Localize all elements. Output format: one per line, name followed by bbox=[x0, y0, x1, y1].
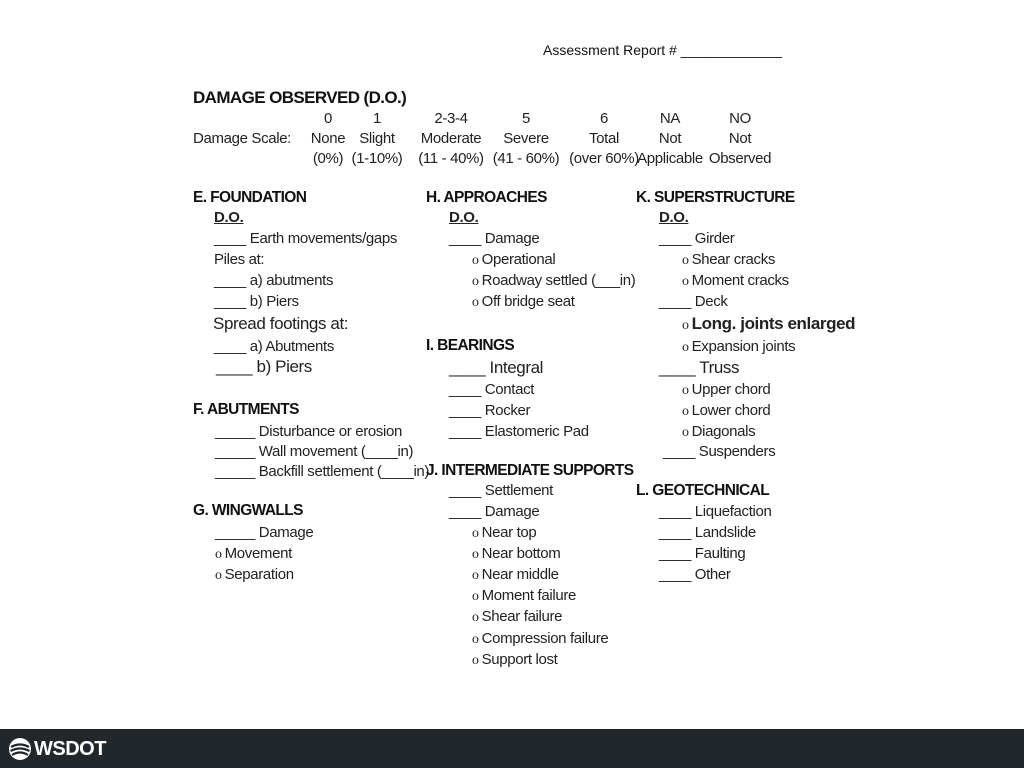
bullet-icon: o bbox=[215, 547, 222, 562]
wingwalls-title: G. WINGWALLS bbox=[193, 502, 303, 519]
scale-name: Total bbox=[589, 130, 619, 147]
approaches-title: H. APPROACHES bbox=[426, 189, 547, 206]
bullet-icon: o bbox=[682, 253, 689, 268]
bullet-icon: o bbox=[472, 253, 479, 268]
scale-range: (1-10%) bbox=[351, 150, 403, 167]
truss-sub-item bbox=[682, 423, 755, 441]
sub-item-label: Support lost bbox=[481, 651, 558, 668]
sub-item-label: Shear cracks bbox=[691, 251, 775, 268]
damage-observed-title: DAMAGE OBSERVED (D.O.) bbox=[193, 88, 407, 107]
sub-item-label: Long. joints enlarged bbox=[691, 314, 856, 333]
wsdot-logo-text: WSDOT bbox=[34, 737, 106, 760]
suspenders-item: ____ Suspenders bbox=[663, 443, 776, 460]
bearings-item: ____ Elastomeric Pad bbox=[449, 423, 589, 440]
intermediate-sub-item bbox=[472, 630, 608, 648]
scale-range: Observed bbox=[708, 150, 772, 167]
bullet-icon: o bbox=[472, 610, 479, 625]
approaches-sub-item bbox=[472, 251, 555, 269]
abutments-title: F. ABUTMENTS bbox=[193, 401, 299, 418]
geotechnical-item: ____ Other bbox=[659, 566, 731, 583]
bullet-icon: o bbox=[472, 547, 479, 562]
deck-sub-item bbox=[682, 315, 855, 334]
bearings-item: ____ Contact bbox=[449, 381, 535, 398]
sub-item-label: Near bottom bbox=[481, 545, 561, 562]
scale-col-5 bbox=[486, 110, 566, 167]
superstructure-do-label: D.O. bbox=[659, 209, 689, 226]
spread-footings-label: Spread footings at: bbox=[213, 314, 349, 333]
piles-abutments-item: ____ a) abutments bbox=[214, 272, 334, 289]
foundation-do-label: D.O. bbox=[214, 209, 244, 226]
spread-piers-item: ____ b) Piers bbox=[216, 357, 312, 376]
scale-range: Applicable bbox=[637, 150, 703, 167]
wingwall-sub-item bbox=[215, 545, 292, 563]
bullet-icon: o bbox=[682, 404, 689, 419]
sub-item-label: Upper chord bbox=[691, 381, 771, 398]
foundation-title: E. FOUNDATION bbox=[193, 189, 307, 206]
sub-item-label: Compression failure bbox=[481, 630, 609, 647]
scale-name: Not bbox=[728, 130, 752, 147]
scale-code: NO bbox=[729, 110, 751, 127]
bearings-integral-item: ____ Integral bbox=[449, 358, 544, 377]
sub-item-label: Expansion joints bbox=[691, 338, 796, 355]
intermediate-item: ____ Settlement bbox=[449, 482, 553, 499]
sub-item-label: Separation bbox=[224, 566, 294, 583]
scale-code: 6 bbox=[600, 110, 608, 127]
truss-sub-item bbox=[682, 402, 770, 420]
bearings-title: I. BEARINGS bbox=[426, 337, 515, 354]
bullet-icon: o bbox=[682, 274, 689, 289]
bearings-item: ____ Rocker bbox=[449, 402, 531, 419]
sub-item-label: Lower chord bbox=[691, 402, 771, 419]
deck-sub-item bbox=[682, 338, 795, 356]
sub-item-label: Moment cracks bbox=[691, 272, 789, 289]
abutment-item: _____ Wall movement (____in) bbox=[215, 443, 414, 460]
sub-item-label: Shear failure bbox=[481, 608, 563, 625]
approaches-do-label: D.O. bbox=[449, 209, 479, 226]
intermediate-item: ____ Damage bbox=[449, 503, 540, 520]
girder-sub-item bbox=[682, 272, 789, 290]
sub-item-label: Moment failure bbox=[481, 587, 576, 604]
bullet-icon: o bbox=[682, 425, 689, 440]
scale-range: (over 60%) bbox=[569, 150, 639, 167]
scale-name: None bbox=[310, 130, 346, 147]
superstructure-title: K. SUPERSTRUCTURE bbox=[636, 189, 795, 206]
earth-movements-item: ____ Earth movements/gaps bbox=[214, 230, 398, 247]
geotechnical-title: L. GEOTECHNICAL bbox=[636, 482, 770, 499]
bullet-icon: o bbox=[472, 632, 479, 647]
abutment-item: _____ Disturbance or erosion bbox=[215, 423, 402, 440]
approaches-damage-item: ____ Damage bbox=[449, 230, 540, 247]
intermediate-supports-title: J. INTERMEDIATE SUPPORTS bbox=[426, 462, 634, 479]
intermediate-sub-item bbox=[472, 566, 559, 584]
piles-at-label: Piles at: bbox=[214, 251, 265, 268]
scale-col-2 bbox=[411, 110, 491, 167]
scale-code: 5 bbox=[522, 110, 530, 127]
intermediate-sub-item bbox=[472, 587, 576, 605]
bullet-icon: o bbox=[215, 568, 222, 583]
footer-bar bbox=[0, 729, 1024, 768]
abutment-item: _____ Backfill settlement (____in) bbox=[215, 463, 430, 480]
piles-piers-item: ____ b) Piers bbox=[214, 293, 299, 310]
truss-sub-item bbox=[682, 381, 770, 399]
approaches-sub-item bbox=[472, 272, 635, 290]
bullet-icon: o bbox=[472, 295, 479, 310]
deck-item: ____ Deck bbox=[659, 293, 728, 310]
geotechnical-item: ____ Liquefaction bbox=[659, 503, 772, 520]
scale-col-na bbox=[630, 110, 710, 167]
scale-name: Slight bbox=[359, 130, 395, 147]
damage-scale-label: Damage Scale: bbox=[193, 130, 292, 147]
bullet-icon: o bbox=[682, 340, 689, 355]
scale-name: Not bbox=[658, 130, 682, 147]
sub-item-label: Roadway settled (___in) bbox=[481, 272, 636, 289]
bullet-icon: o bbox=[472, 653, 479, 668]
wingwall-sub-item bbox=[215, 566, 294, 584]
girder-sub-item bbox=[682, 251, 775, 269]
wingwall-damage-item: _____ Damage bbox=[215, 524, 314, 541]
wsdot-logo bbox=[8, 737, 106, 761]
scale-range: (11 - 40%) bbox=[418, 150, 484, 167]
approaches-sub-item bbox=[472, 293, 575, 311]
assessment-report-number: Assessment Report # _____________ bbox=[543, 42, 782, 58]
scale-name: Moderate bbox=[420, 130, 482, 147]
spread-abutments-item: ____ a) Abutments bbox=[214, 338, 334, 355]
girder-item: ____ Girder bbox=[659, 230, 735, 247]
sub-item-label: Operational bbox=[481, 251, 556, 268]
sub-item-label: Movement bbox=[224, 545, 292, 562]
scale-code: 0 bbox=[324, 110, 332, 127]
scale-col-1 bbox=[337, 110, 417, 167]
bullet-icon: o bbox=[682, 383, 689, 398]
scale-code: 2-3-4 bbox=[434, 110, 468, 127]
scale-range: (0%) bbox=[312, 150, 344, 167]
sub-item-label: Near middle bbox=[481, 566, 559, 583]
bullet-icon: o bbox=[472, 274, 479, 289]
intermediate-sub-item bbox=[472, 524, 536, 542]
scale-code: 1 bbox=[373, 110, 381, 127]
geotechnical-item: ____ Faulting bbox=[659, 545, 746, 562]
truss-item: ____ Truss bbox=[659, 358, 740, 377]
sub-item-label: Near top bbox=[481, 524, 537, 541]
bullet-icon: o bbox=[472, 526, 479, 541]
intermediate-sub-item bbox=[472, 545, 560, 563]
bullet-icon: o bbox=[472, 568, 479, 583]
intermediate-sub-item bbox=[472, 651, 558, 669]
scale-code: NA bbox=[659, 110, 681, 127]
sub-item-label: Off bridge seat bbox=[481, 293, 575, 310]
scale-range: (41 - 60%) bbox=[492, 150, 560, 167]
bullet-icon: o bbox=[682, 318, 689, 333]
scale-name: Severe bbox=[503, 130, 549, 147]
intermediate-sub-item bbox=[472, 608, 562, 626]
wsdot-swoosh-icon bbox=[8, 737, 32, 761]
bullet-icon: o bbox=[472, 589, 479, 604]
scale-col-no bbox=[700, 110, 780, 167]
sub-item-label: Diagonals bbox=[691, 423, 756, 440]
geotechnical-item: ____ Landslide bbox=[659, 524, 756, 541]
